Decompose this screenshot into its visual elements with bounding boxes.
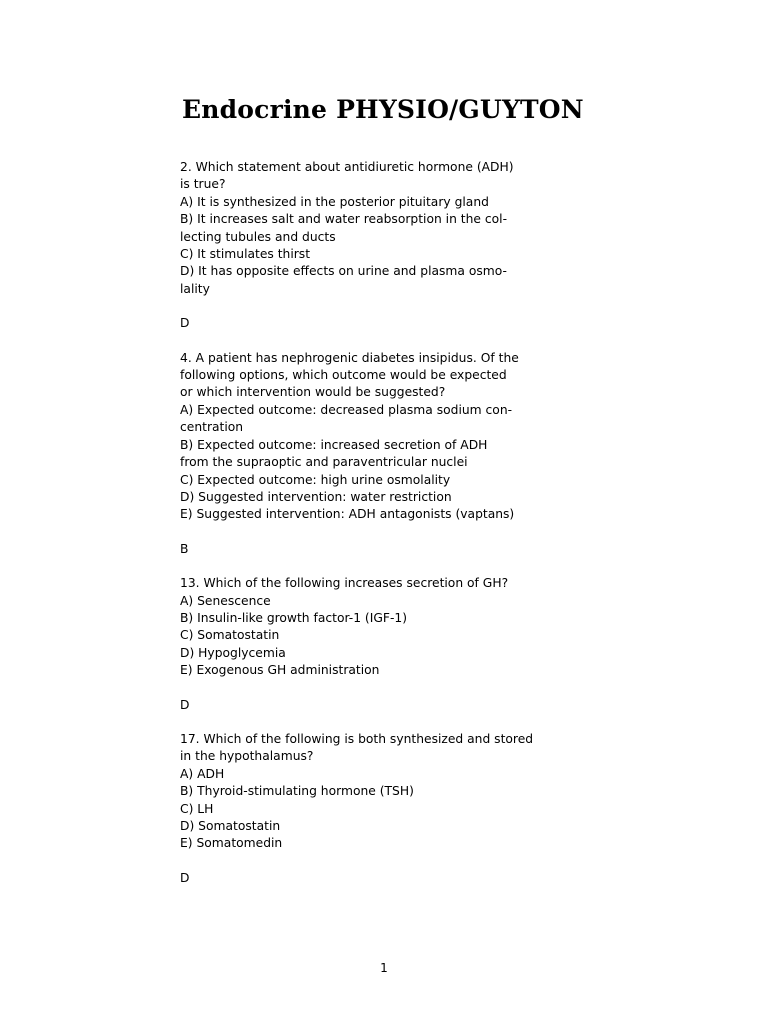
answer-line: D xyxy=(180,316,190,331)
question-line: is true? xyxy=(180,177,226,192)
answer-line: B xyxy=(180,541,189,556)
option-line: C) It stimulates thirst xyxy=(180,247,311,262)
question-line: 2. Which statement about antidiuretic hormone (ADH) xyxy=(180,160,514,174)
option-line: lality xyxy=(180,281,210,296)
option-line: D) Somatostatin xyxy=(180,819,281,833)
option-line: B) It increases salt and water reabsorption in the col- xyxy=(180,212,508,227)
question-block xyxy=(180,575,520,714)
question-line: 17. Which of the following is both synthesized and stored xyxy=(180,731,534,746)
question-block xyxy=(180,350,520,558)
option-line: E) Exogenous GH administration xyxy=(180,663,380,678)
question-line: 13. Which of the following increases secretion of GH? xyxy=(180,576,509,591)
option-line: C) LH xyxy=(180,801,214,816)
option-line: B) Insulin-like growth factor-1 (IGF-1) xyxy=(180,610,408,625)
option-line: D) Hypoglycemia xyxy=(180,645,286,660)
option-line: centration xyxy=(180,420,244,435)
option-line: E) Somatomedin xyxy=(180,836,283,851)
option-line: from the supraoptic and paraventricular nuclei xyxy=(180,455,468,470)
option-line: A) Expected outcome: decreased plasma sodium con- xyxy=(180,402,513,417)
option-line: A) ADH xyxy=(180,766,225,781)
question-list xyxy=(180,159,534,904)
option-line: D) It has opposite effects on urine and plasma osmo- xyxy=(180,264,507,279)
page-title: Endocrine PHYSIO/GUYTON xyxy=(182,95,584,124)
answer-line: D xyxy=(180,697,190,712)
question-block xyxy=(180,159,520,333)
option-line: B) Thyroid-stimulating hormone (TSH) xyxy=(180,784,414,799)
option-line: A) Senescence xyxy=(180,593,271,608)
option-line: B) Expected outcome: increased secretion of ADH xyxy=(180,437,488,452)
option-line: A) It is synthesized in the posterior pituitary gland xyxy=(180,194,489,209)
question-line: following options, which outcome would be expected xyxy=(180,368,507,383)
option-line: lecting tubules and ducts xyxy=(180,229,336,244)
question-line: 4. A patient has nephrogenic diabetes insipidus. Of the xyxy=(180,350,519,365)
page-number: 1 xyxy=(380,961,388,975)
question-line: in the hypothalamus? xyxy=(180,749,314,764)
question-line: or which intervention would be suggested? xyxy=(180,385,446,400)
question-block xyxy=(180,731,534,887)
answer-line: D xyxy=(180,870,190,885)
option-line: C) Somatostatin xyxy=(180,628,280,643)
option-line: D) Suggested intervention: water restriction xyxy=(180,489,452,504)
option-line: E) Suggested intervention: ADH antagonists (vaptans) xyxy=(180,507,515,522)
option-line: C) Expected outcome: high urine osmolality xyxy=(180,472,451,487)
